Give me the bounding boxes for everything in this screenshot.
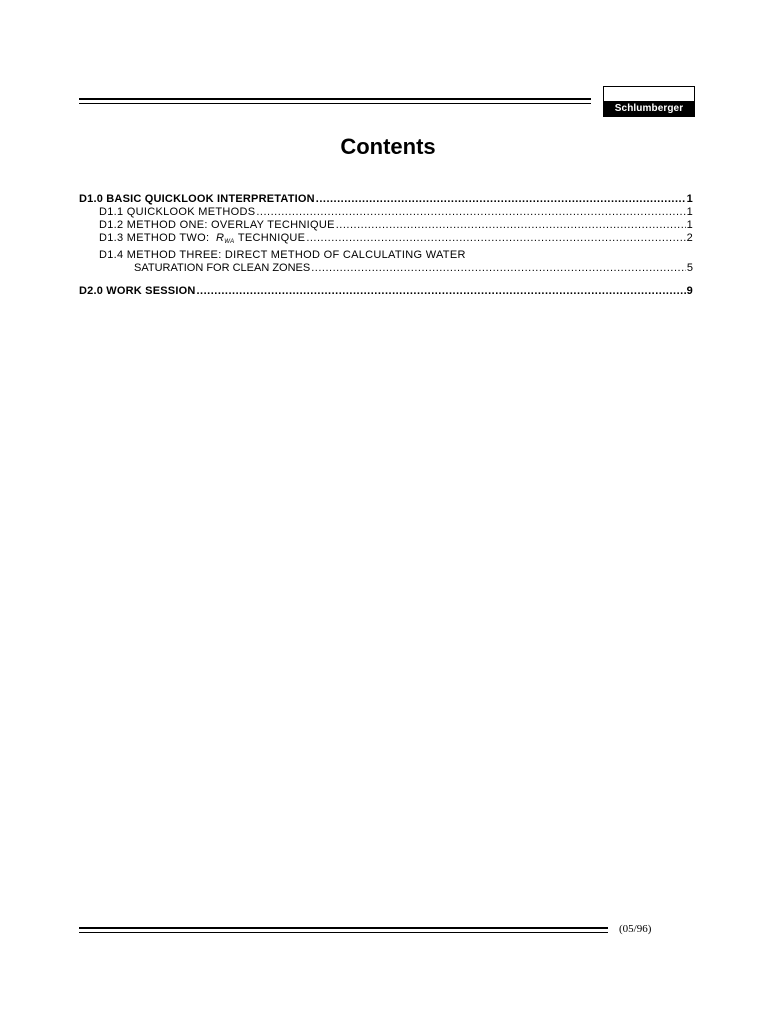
footer-rule-thick: [79, 927, 608, 929]
toc-entry-d1-1[interactable]: [79, 206, 693, 219]
toc-entry-label: SATURATION FOR CLEAN ZONES: [134, 262, 311, 274]
rwa-symbol: R: [216, 232, 225, 244]
company-logo: Schlumberger: [603, 101, 695, 117]
toc-entry-label: D1.2 METHOD ONE: OVERLAY TECHNIQUE: [99, 219, 335, 231]
toc-entry-label: [99, 232, 305, 249]
toc-entry-page: 2: [686, 232, 693, 244]
toc-entry-d1-0[interactable]: [79, 193, 693, 206]
toc-entry-label: D2.0 WORK SESSION: [79, 285, 196, 297]
toc-entry-label-prefix: D1.3 METHOD TWO:: [99, 232, 210, 244]
page-title: Contents: [340, 134, 436, 159]
toc-entry-d1-2[interactable]: [79, 219, 693, 232]
toc-entry-page: 1: [686, 193, 693, 205]
toc-dot-leader: [256, 206, 685, 219]
header-rule: [79, 98, 591, 105]
toc-entry-d1-3[interactable]: [79, 232, 693, 249]
toc-entry-d1-4[interactable]: [79, 262, 693, 275]
toc-dot-leader: [311, 262, 686, 275]
footer-rule-thin: [79, 932, 608, 933]
toc-dot-leader: [336, 219, 686, 232]
rwa-subscript: WA: [224, 239, 235, 245]
toc-entry-page: 9: [686, 285, 693, 297]
toc-dot-leader: [306, 232, 685, 245]
toc-dot-leader: [316, 193, 686, 206]
header-rule-thin: [79, 103, 591, 104]
toc-entry-page: 1: [686, 206, 693, 218]
footer-date: (05/96): [619, 923, 652, 935]
footer-rule: [79, 927, 608, 934]
toc-dot-leader: [196, 285, 685, 298]
toc-entry-page: 1: [686, 219, 693, 231]
header-rule-thick: [79, 98, 591, 100]
toc-entry-d1-4-line1[interactable]: D1.4 METHOD THREE: DIRECT METHOD OF CALCULATING WATER: [99, 249, 466, 261]
toc-entry-page: 5: [686, 262, 693, 274]
toc-entry-label-suffix: TECHNIQUE: [237, 232, 306, 244]
toc-entry-label: D1.0 BASIC QUICKLOOK INTERPRETATION: [79, 193, 315, 205]
toc-entry-d2-0[interactable]: [79, 285, 693, 298]
toc-entry-label: D1.1 QUICKLOOK METHODS: [99, 206, 256, 218]
table-of-contents: [79, 193, 693, 298]
